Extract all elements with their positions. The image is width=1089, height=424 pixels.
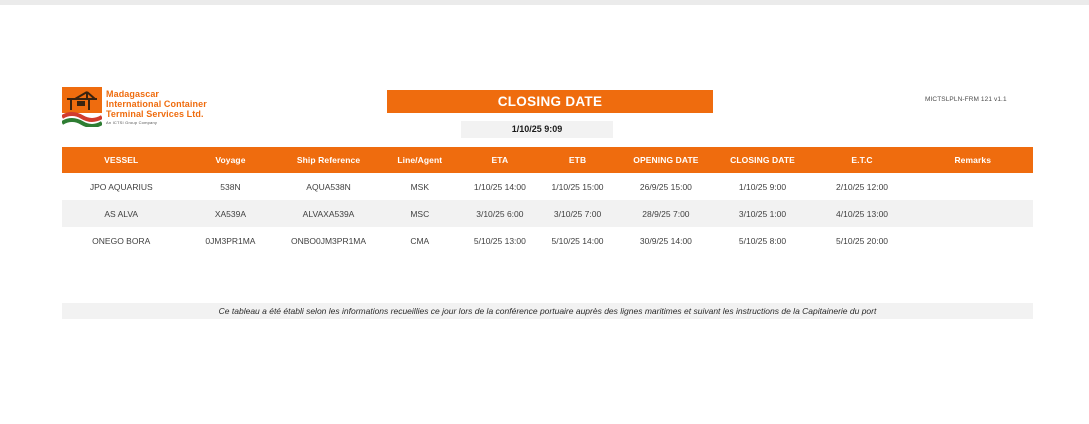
table-cell: 3/10/25 1:00 bbox=[713, 200, 811, 227]
table-cell: 28/9/25 7:00 bbox=[618, 200, 713, 227]
table-body bbox=[62, 173, 1033, 254]
company-name-line3: Terminal Services Ltd. bbox=[106, 109, 204, 119]
table-cell: XA539A bbox=[180, 200, 280, 227]
column-header-opening-date: OPENING DATE bbox=[618, 147, 713, 173]
table-cell: 5/10/25 8:00 bbox=[738, 235, 787, 246]
column-header-ship-reference: Ship Reference bbox=[280, 147, 376, 173]
company-name-line2: International Container bbox=[106, 99, 207, 109]
table-cell: 5/10/25 14:00 bbox=[551, 235, 604, 246]
table-cell: CMA bbox=[410, 235, 430, 246]
table-cell: 538N bbox=[220, 181, 241, 192]
table-row bbox=[62, 200, 1033, 227]
table-cell: 3/10/25 7:00 bbox=[537, 200, 619, 227]
column-header-eta: ETA bbox=[463, 147, 537, 173]
table-cell: JPO AQUARIUS bbox=[89, 181, 153, 192]
table-cell: 26/9/25 15:00 bbox=[639, 181, 692, 192]
column-header-voyage: Voyage bbox=[180, 147, 280, 173]
table-cell: ALVAXA539A bbox=[280, 200, 376, 227]
table-cell: 1/10/25 15:00 bbox=[551, 181, 604, 192]
column-header-vessel: VESSEL bbox=[62, 147, 180, 173]
table-cell: 4/10/25 13:00 bbox=[812, 200, 913, 227]
table-row bbox=[62, 227, 1033, 254]
table-cell: ONEGO BORA bbox=[92, 235, 151, 246]
table-cell: AQUA538N bbox=[306, 181, 351, 192]
table-row bbox=[62, 173, 1033, 200]
table-cell bbox=[913, 200, 1033, 227]
column-header-etb: ETB bbox=[537, 147, 619, 173]
document-reference: MICTSLPLN-FRM 121 v1.1 bbox=[925, 96, 1007, 103]
report-datetime: 1/10/25 9:09 bbox=[461, 121, 613, 138]
company-name bbox=[106, 87, 207, 126]
vessel-schedule-table bbox=[62, 147, 1033, 254]
footer-note: Ce tableau a été établi selon les informations recueillies ce jour lors de la conférence portuaire auprès des lignes maritimes et suivant les instructions de la Capitainerie du port bbox=[62, 303, 1033, 319]
table-cell: 1/10/25 9:00 bbox=[738, 181, 787, 192]
table-cell: 0JM3PR1MA bbox=[205, 235, 256, 246]
window-top-edge bbox=[0, 0, 1089, 5]
company-logo bbox=[62, 87, 207, 127]
company-tagline: An ICTSI Group Company bbox=[106, 120, 158, 125]
table-cell bbox=[913, 173, 1033, 200]
table-cell: 30/9/25 14:00 bbox=[639, 235, 692, 246]
company-name-line1: Madagascar bbox=[106, 89, 160, 99]
table-cell: ONBO0JM3PR1MA bbox=[290, 235, 367, 246]
table-cell: 5/10/25 20:00 bbox=[836, 235, 889, 246]
table-cell: AS ALVA bbox=[62, 200, 180, 227]
table-cell: 2/10/25 12:00 bbox=[836, 181, 889, 192]
column-header-closing-date: CLOSING DATE bbox=[713, 147, 811, 173]
table-cell: MSC bbox=[377, 200, 463, 227]
table-header-row bbox=[62, 147, 1033, 173]
column-header-line-agent: Line/Agent bbox=[377, 147, 463, 173]
column-header-remarks: Remarks bbox=[913, 147, 1033, 173]
table-header bbox=[62, 147, 1033, 173]
closing-date-banner: CLOSING DATE bbox=[387, 90, 713, 113]
container-crane-waves-icon bbox=[62, 87, 102, 127]
table-cell: 5/10/25 13:00 bbox=[473, 235, 526, 246]
table-cell: MSK bbox=[410, 181, 429, 192]
table-cell: 3/10/25 6:00 bbox=[463, 200, 537, 227]
column-header-e-t-c: E.T.C bbox=[812, 147, 913, 173]
table-cell bbox=[913, 227, 1033, 254]
table-cell: 1/10/25 14:00 bbox=[473, 181, 526, 192]
